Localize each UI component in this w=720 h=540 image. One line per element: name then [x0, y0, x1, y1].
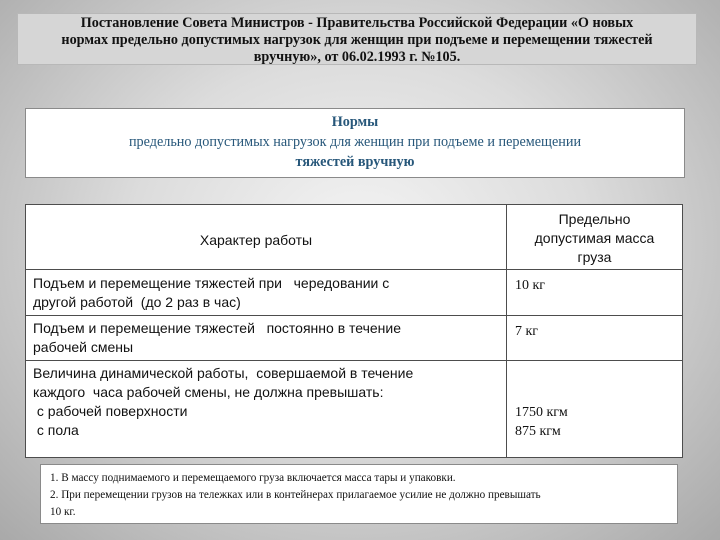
- column-header-work-label: Характер работы: [199, 231, 313, 248]
- decree-header-line-3: вручную», от 06.02.1993 г. №105.: [253, 49, 461, 65]
- limit-cell: [507, 361, 683, 458]
- work-description-line: другой работой (до 2 раз в час): [33, 293, 241, 310]
- column-header-limit-line: груза: [577, 248, 612, 265]
- work-description-line: с рабочей поверхности: [33, 403, 188, 419]
- decree-header: [17, 13, 697, 65]
- limit-value: 1750 кгм: [515, 405, 568, 420]
- work-description-line: каждого часа рабочей смены, не должна превышать:: [33, 384, 384, 400]
- table-header-row: [26, 205, 683, 270]
- table-row: [26, 270, 683, 316]
- note-line: 2. При перемещении грузов на тележках или в контейнерах прилагаемое усилие не должно превышать: [50, 489, 541, 501]
- notes-box: [40, 464, 678, 524]
- note-line: 1. В массу поднимаемого и перемещаемого груза включается масса тары и упаковки.: [50, 472, 456, 484]
- note-line: 10 кг.: [50, 506, 76, 518]
- decree-header-line-1: Постановление Совета Министров - Правительства Российской Федерации «О новых: [80, 15, 634, 31]
- norms-title-box: [25, 108, 685, 178]
- limit-cell: [507, 316, 683, 361]
- norms-table: [25, 204, 683, 458]
- column-header-work: [26, 205, 507, 270]
- limit-value: 10 кг: [515, 278, 546, 293]
- column-header-limit-line: допустимая масса: [534, 229, 655, 246]
- work-description-cell: [26, 316, 507, 361]
- column-header-limit: [507, 205, 683, 270]
- table-row: [26, 361, 683, 458]
- work-description-cell: [26, 361, 507, 458]
- column-header-limit-line: Предельно: [558, 210, 631, 227]
- norms-title-line-1: Нормы: [331, 114, 379, 130]
- work-description-line: с пола: [33, 422, 79, 438]
- work-description-line: Подъем и перемещение тяжестей при чередовании с: [33, 274, 390, 291]
- work-description-cell: [26, 270, 507, 316]
- norms-title-line-2: предельно допустимых нагрузок для женщин при подъеме и перемещении: [128, 134, 582, 150]
- work-description-line: Подъем и перемещение тяжестей постоянно в течение: [33, 320, 402, 336]
- decree-header-line-2: нормах предельно допустимых нагрузок для женщин при подъеме и перемещении тяжестей: [61, 32, 653, 48]
- table-row: [26, 316, 683, 361]
- work-description-line: Величина динамической работы, совершаемой в течение: [33, 365, 414, 381]
- limit-value: 7 кг: [515, 324, 539, 339]
- norms-title-line-3: тяжестей вручную: [295, 154, 415, 170]
- work-description-line: рабочей смены: [33, 339, 134, 355]
- limit-cell: [507, 270, 683, 316]
- limit-value: 875 кгм: [515, 424, 561, 439]
